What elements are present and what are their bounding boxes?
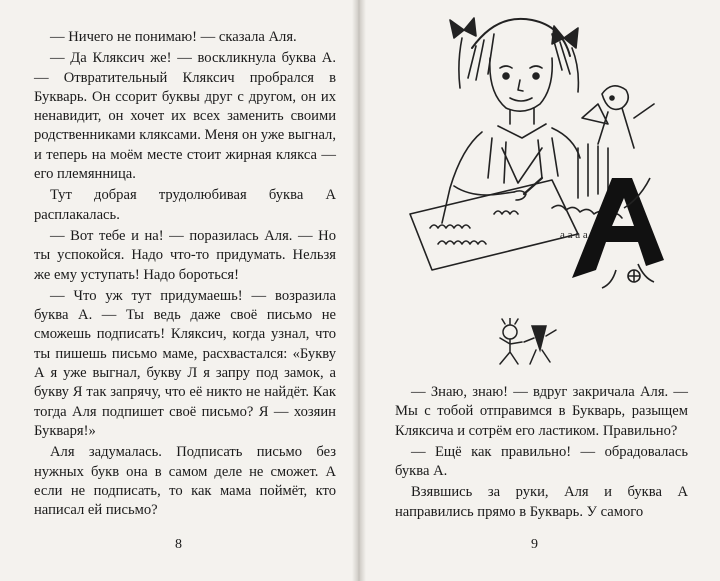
page-number-right: 9 <box>531 537 538 552</box>
paragraph: — Ещё как правильно! — обрадовалась буква А. <box>395 443 688 480</box>
right-page-text <box>395 383 688 522</box>
paragraph: — Да Кляксич же! — воскликнула буква А. — Отвратительный Кляксич пробрался в Букварь. Он ссорит буквы друг с другом, он их ненавидит, он хочет их всех заменить своими родственниками кляксами. Меня он уже выгнал, и теперь на моём месте стоит жирная клякса — его племянница. <box>34 50 336 183</box>
paragraph: Тут добрая трудолюбивая буква А расплакалась. <box>34 187 336 223</box>
paragraph: — Знаю, знаю! — вдруг закричала Аля. — Мы с тобой отправимся в Букварь, разыщем Кляксича и сотрём его ластиком. Правильно? <box>395 384 688 439</box>
svg-text:а а а а: а а а а <box>560 229 588 241</box>
paragraph: — Что уж тут придумаешь! — возразила буква А. — Ты ведь даже своё письмо не сможешь подписать! Кляксич, когда узнал, что ты пишешь письмо маме, расхвастался: «Букву А я уже выгнал, букву Л я запру под замок, а букву Я так запрячу, что её никто не найдёт. Как тогда Аля подпишет своё письмо? Я — хозяин Букваря!» <box>34 287 336 439</box>
paragraph: — Ничего не понимаю! — сказала Аля. <box>50 29 297 45</box>
paragraph: — Вот тебе и на! — поразилась Аля. — Но ты успокойся. Надо что-то придумать. Нельзя же ему уступать! Надо бороться! <box>34 227 336 283</box>
book-gutter <box>352 0 366 581</box>
page-number-left: 8 <box>175 537 182 552</box>
girl-writing-illustration <box>402 8 672 293</box>
left-page <box>0 0 358 581</box>
paragraph: Взявшись за руки, Аля и буква А направились прямо в Букварь. У самого <box>395 484 688 520</box>
letter-a-icon <box>572 178 664 278</box>
running-figures-icon <box>488 318 562 372</box>
paragraph: Аля задумалась. Подписать письмо без нужных букв она в самом деле не сможет. А если не подписать, то как мама поймёт, кто написал ей письмо? <box>34 444 336 519</box>
